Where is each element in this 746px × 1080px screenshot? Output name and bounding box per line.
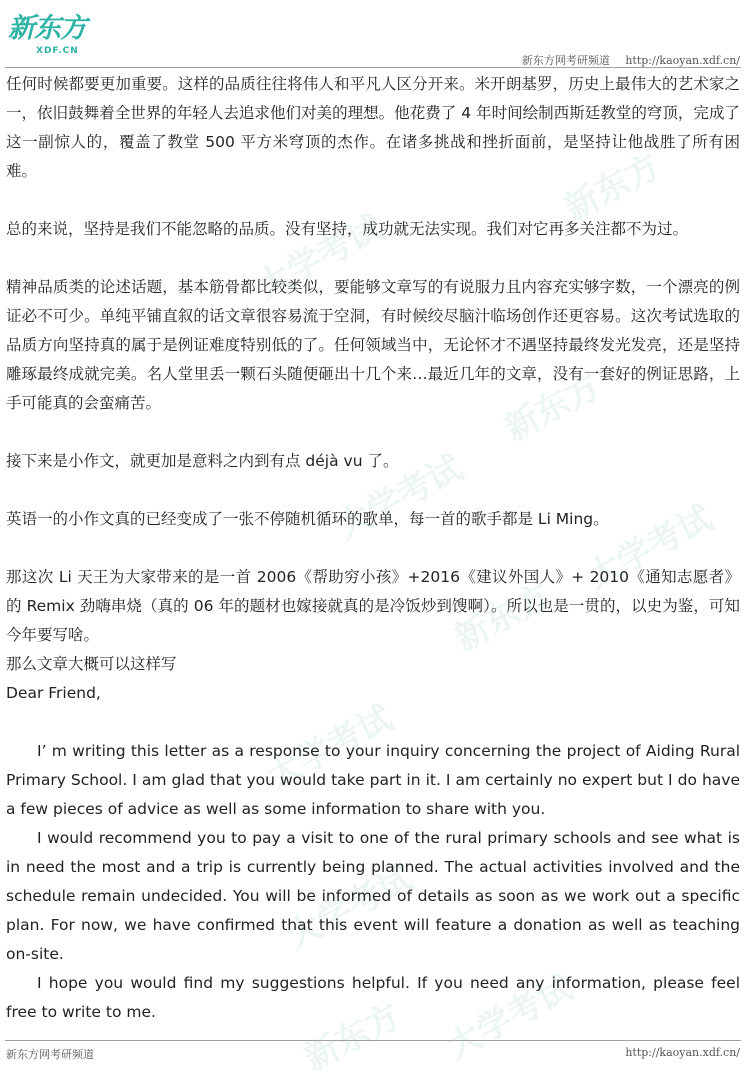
watermark-logo: 新东方 <box>558 145 668 230</box>
watermark-logo: 新东方 <box>448 575 558 660</box>
watermark-text: 大学考试 <box>250 208 390 308</box>
watermark-text: 大学考试 <box>440 968 580 1068</box>
paragraph: 任何时候都要更加重要。这样的品质往往将伟人和平凡人区分开来。米开朗基罗，历史上最伟大的艺术家之一，依旧鼓舞着全世界的年轻人去追求他们对美的理想。他花费了 4 年时间绘制西斯廷教堂的穹顶，完成了这一副惊人的，覆盖了教堂 500 平方米穹顶的杰作。在诸多挑战和挫折面前，是坚持让他战胜了所有困难。 <box>6 75 740 180</box>
letter-paragraph: I’ m writing this letter as a response to your inquiry concerning the project of Aiding Rural Primary School. I am glad that you would take part in it. I am certainly no expert but I do have a few pieces of advice as well as some information to share with you. <box>6 742 740 818</box>
logo-cn-text: 新东方 <box>8 13 86 44</box>
watermark-text: 大学考试 <box>580 498 720 598</box>
watermark-logo: 新东方 <box>498 365 608 450</box>
letter-paragraph: I hope you would find my suggestions helpful. If you need any information, please feel free to write to me. <box>6 974 740 1021</box>
letter-salutation: Dear Friend, <box>6 684 101 702</box>
header-site-name: 新东方网考研频道 <box>521 54 610 67</box>
letter-paragraph: I would recommend you to pay a visit to one of the rural primary schools and see what is in need the most and a trip is currently being planned. The actual activities involved and the schedule remain undecided. You will be informed of details as soon as we work out a specific plan. For now, we have confirmed that this event will feature a donation as well as teaching on-site. <box>6 829 740 963</box>
paragraph: 那这次 Li 天王为大家带来的是一首 2006《帮助穷小孩》+2016《建议外国人》+ 2010《通知志愿者》的 Remix 劲嗨串烧（真的 06 年的题材也嫁接就真的是冷饭炒到馊啊）。所以也是一贯的，以史为鉴，可知今年要写啥。 <box>6 568 740 644</box>
page-footer <box>0 1040 746 1075</box>
footer-divider <box>5 1040 741 1041</box>
paragraph: 总的来说，坚持是我们不能忽略的品质。没有坚持，成功就无法实现。我们对它再多关注都不为过。 <box>6 220 689 238</box>
watermark-text: 大学考试 <box>260 698 400 798</box>
watermark-text: 大学考试 <box>280 858 420 958</box>
paragraph: 精神品质类的论述话题，基本筋骨都比较类似，要能够文章写的有说服力且内容充实够字数，一个漂亮的例证必不可少。单纯平铺直叙的话文章很容易流于空洞，有时候绞尽脑汁临场创作还更容易。这次考试选取的品质方向坚持真的属于是例证难度特别低的了。任何领域当中，无论怀才不遇坚持最终发光发亮，还是坚持雕琢最终成就完美。名人堂里丢一颗石头随便砸出十几个来…最近几年的文章，没有一套好的例证思路，上手可能真的会蛮痛苦。 <box>6 278 740 412</box>
paragraph: 接下来是小作文，就更加是意料之内到有点 déjà vu 了。 <box>6 452 399 470</box>
paragraph: 英语一的小作文真的已经变成了一张不停随机循环的歌单，每一首的歌手都是 Li Ming。 <box>6 510 609 528</box>
footer-site-url[interactable]: http://kaoyan.xdf.cn/ <box>625 1046 740 1059</box>
article-body <box>6 70 740 1027</box>
page-header <box>0 0 746 70</box>
xdf-logo <box>8 12 118 60</box>
watermark-text: 大学考试 <box>330 448 470 548</box>
watermark-logo: 新东方 <box>298 995 408 1080</box>
header-site-info <box>510 52 740 68</box>
header-divider <box>5 67 741 68</box>
paragraph: 那么文章大概可以这样写 <box>6 655 177 673</box>
footer-site-name: 新东方网考研频道 <box>6 1048 94 1061</box>
header-site-url[interactable]: http://kaoyan.xdf.cn/ <box>625 54 740 67</box>
logo-en-text: XDF.CN <box>36 46 79 56</box>
